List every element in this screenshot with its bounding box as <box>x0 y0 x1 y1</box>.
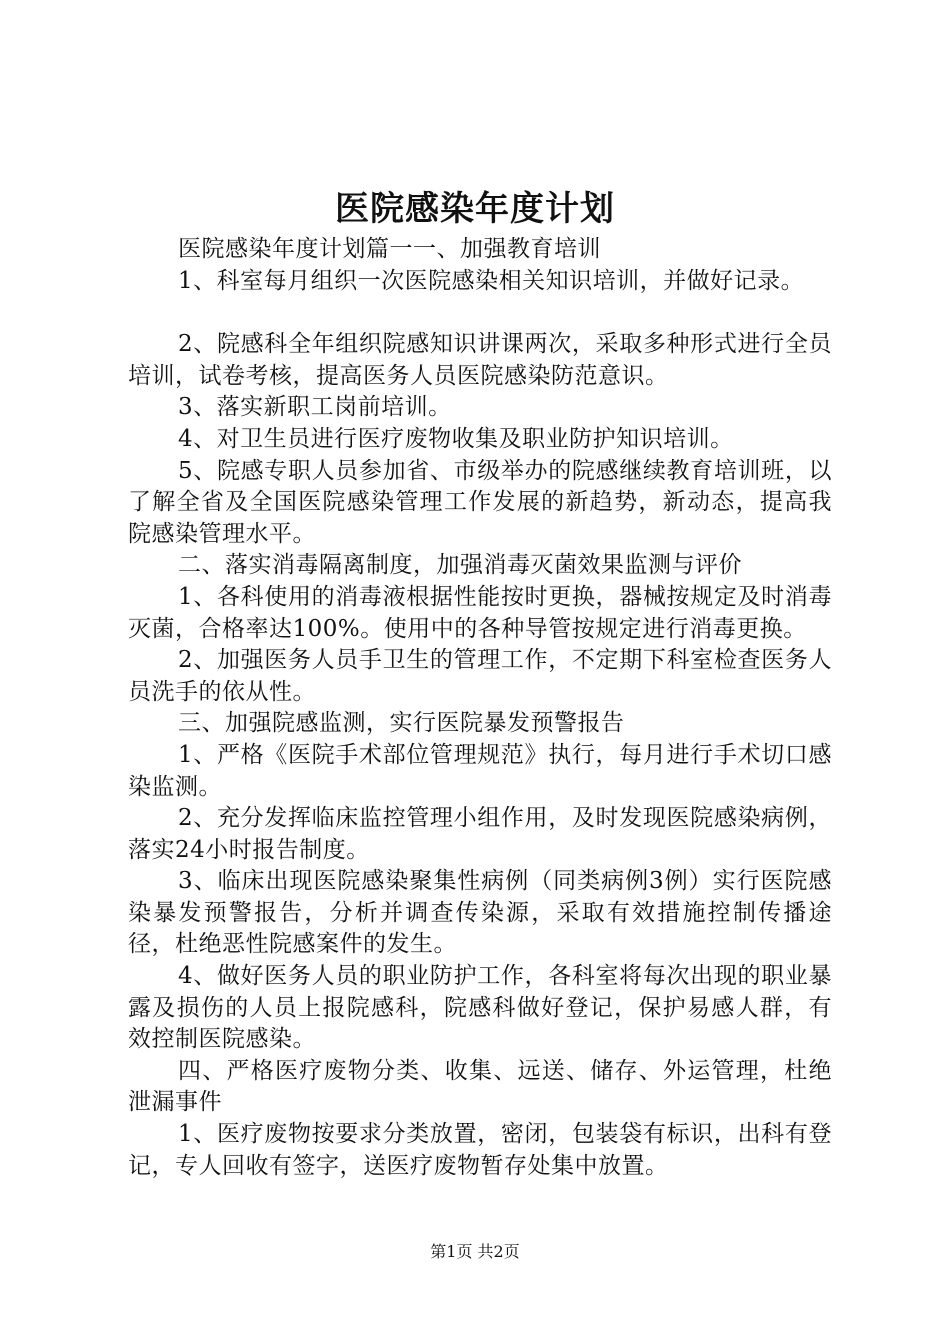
page-number-footer: 第1页 共2页 <box>430 1242 520 1261</box>
paragraph: 3、临床出现医院感染聚集性病例（同类病例3例）实行医院感染暴发预警报告，分析并调查传染源，采取有效措施控制传播途径，杜绝恶性院感案件的发生。 <box>128 868 832 958</box>
paragraph-section-heading: 三、加强院感监测，实行医院暴发预警报告 <box>178 710 625 737</box>
paragraph: 4、做好医务人员的职业防护工作，各科室将每次出现的职业暴露及损伤的人员上报院感科，院感科做好登记，保护易感人群，有效控制医院感染。 <box>128 963 832 1053</box>
paragraph: 1、医疗废物按要求分类放置，密闭，包装袋有标识，出科有登记，专人回收有签字，送医疗废物暂存处集中放置。 <box>128 1121 832 1179</box>
paragraph: 1、科室每月组织一次医院感染相关知识培训，并做好记录。 <box>178 267 805 294</box>
paragraph-section-heading: 二、落实消毒隔离制度，加强消毒灭菌效果监测与评价 <box>178 552 742 579</box>
paragraph-section-heading: 医院感染年度计划篇一一、加强教育培训 <box>178 236 601 262</box>
paragraph: 3、落实新职工岗前培训。 <box>178 394 452 421</box>
paragraph: 4、对卫生员进行医疗废物收集及职业防护知识培训。 <box>178 425 734 452</box>
document-body <box>128 234 832 1182</box>
paragraph: 2、院感科全年组织院感知识讲课两次，采取多种形式进行全员培训，试卷考核，提高医务人员医院感染防范意识。 <box>128 331 832 389</box>
paragraph-section-heading: 四、严格医疗废物分类、收集、远送、储存、外运管理，杜绝泄漏事件 <box>128 1057 832 1116</box>
document-title: 医院感染年度计划 <box>335 189 615 229</box>
paragraph: 5、院感专职人员参加省、市级举办的院感继续教育培训班，以了解全省及全国医院感染管理工作发展的新趋势，新动态，提高我院感染管理水平。 <box>128 457 832 547</box>
paragraph: 2、加强医务人员手卫生的管理工作，不定期下科室检查医务人员洗手的依从性。 <box>128 647 832 705</box>
paragraph: 2、充分发挥临床监控管理小组作用，及时发现医院感染病例，落实24小时报告制度。 <box>128 805 832 863</box>
paragraph: 1、各科使用的消毒液根据性能按时更换，器械按规定及时消毒灭菌，合格率达100%。使用中的各种导管按规定进行消毒更换。 <box>128 583 832 642</box>
paragraph: 1、严格《医院手术部位管理规范》执行，每月进行手术切口感染监测。 <box>128 741 832 800</box>
